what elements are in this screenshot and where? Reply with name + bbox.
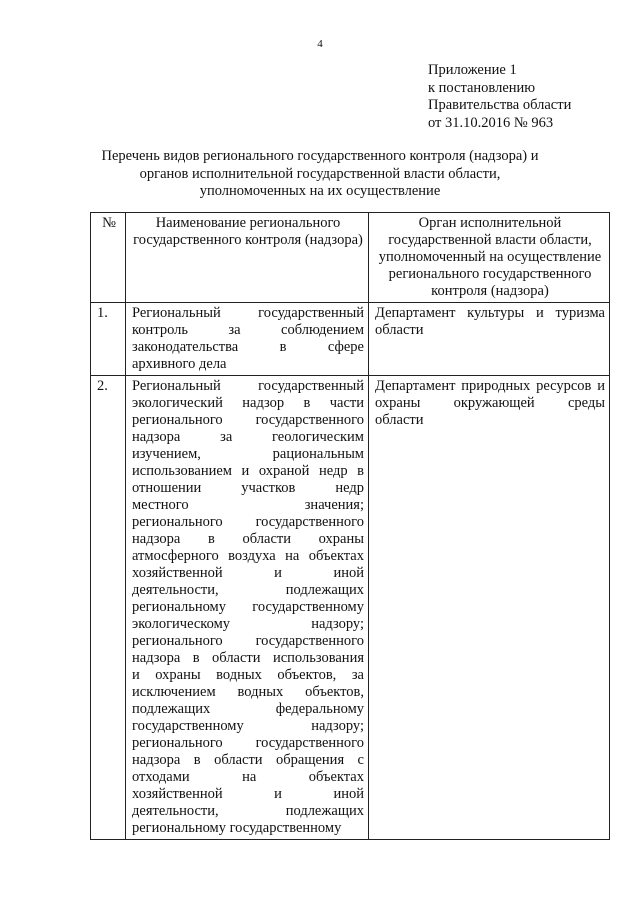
appendix-line: Приложение 1 bbox=[428, 62, 517, 78]
control-name-line: экологический надзор в части bbox=[132, 395, 364, 411]
authority-name-line: Департамент культуры и туризма bbox=[375, 305, 605, 321]
control-name-line: исключением водных объектов, bbox=[132, 684, 364, 700]
control-name-line: региональному государственному bbox=[132, 599, 364, 615]
control-name-line: надзора в области обращения с bbox=[132, 752, 364, 768]
table-row bbox=[91, 376, 610, 840]
header-control-name: Наименование регионального государственного контроля (надзора) bbox=[126, 213, 369, 303]
control-name-line: регионального государственного bbox=[132, 412, 364, 428]
title-line: органов исполнительной государственной власти области, bbox=[139, 165, 501, 182]
control-name bbox=[126, 376, 369, 840]
title-line: уполномоченных на их осуществление bbox=[199, 183, 441, 199]
header-number: № bbox=[91, 213, 126, 303]
document-title bbox=[0, 148, 640, 201]
table-header-row bbox=[91, 213, 610, 303]
control-name-line: отношении участков недр bbox=[132, 480, 364, 496]
authority-name-line: Департамент природных ресурсов и bbox=[375, 378, 605, 394]
table-row bbox=[91, 303, 610, 376]
control-name-line: регионального государственного bbox=[132, 633, 364, 649]
appendix-line: Правительства области bbox=[428, 97, 572, 113]
page-number: 4 bbox=[317, 38, 323, 50]
control-name-line: и охраны водных объектов, за bbox=[132, 667, 364, 683]
control-name-line: местного значения; bbox=[132, 497, 364, 513]
row-number: 2. bbox=[91, 376, 126, 840]
control-name-line: отходами на объектах bbox=[132, 769, 364, 785]
control-name-line: хозяйственной и иной bbox=[132, 786, 364, 802]
control-name-line: хозяйственной и иной bbox=[132, 565, 364, 581]
authority-name-line: области bbox=[375, 322, 424, 338]
control-name-line: законодательства в сфере bbox=[132, 339, 364, 355]
appendix-line: от 31.10.2016 № 963 bbox=[428, 114, 554, 131]
control-name-line: изучением, рациональным bbox=[132, 446, 364, 462]
title-line: Перечень видов регионального государственного контроля (надзора) и bbox=[101, 148, 539, 164]
control-name-line: Региональный государственный bbox=[132, 305, 364, 321]
authority-name bbox=[369, 376, 610, 840]
control-name-line: подлежащих федеральному bbox=[132, 701, 364, 717]
control-name-line: экологическому надзору; bbox=[132, 616, 364, 632]
header-authority: Орган исполнительной государственной власти области, уполномоченный на осуществление регионального государственного контроля (надзора) bbox=[369, 213, 610, 303]
supervision-table bbox=[90, 212, 610, 840]
control-name-line: атмосферного воздуха на объектах bbox=[132, 548, 364, 564]
control-name-line: надзора за геологическим bbox=[132, 429, 364, 445]
control-name-line: контроль за соблюдением bbox=[132, 322, 364, 338]
control-name-line: государственному надзору; bbox=[132, 718, 364, 734]
appendix-block bbox=[428, 62, 571, 132]
authority-name-line: охраны окружающей среды bbox=[375, 395, 605, 411]
control-name-line: деятельности, подлежащих bbox=[132, 803, 364, 819]
authority-name bbox=[369, 303, 610, 376]
authority-name-line: области bbox=[375, 412, 424, 428]
control-name-line: Региональный государственный bbox=[132, 378, 364, 394]
control-name-line: надзора в области использования bbox=[132, 650, 364, 666]
control-name-line: архивного дела bbox=[132, 356, 227, 372]
control-name bbox=[126, 303, 369, 376]
control-name-line: регионального государственного bbox=[132, 735, 364, 751]
row-number: 1. bbox=[91, 303, 126, 376]
control-name-line: деятельности, подлежащих bbox=[132, 582, 364, 598]
control-name-line: надзора в области охраны bbox=[132, 531, 364, 547]
appendix-line: к постановлению bbox=[428, 79, 536, 96]
control-name-line: региональному государственному bbox=[132, 820, 342, 836]
control-name-line: использованием и охраной недр в bbox=[132, 463, 364, 479]
control-name-line: регионального государственного bbox=[132, 514, 364, 530]
